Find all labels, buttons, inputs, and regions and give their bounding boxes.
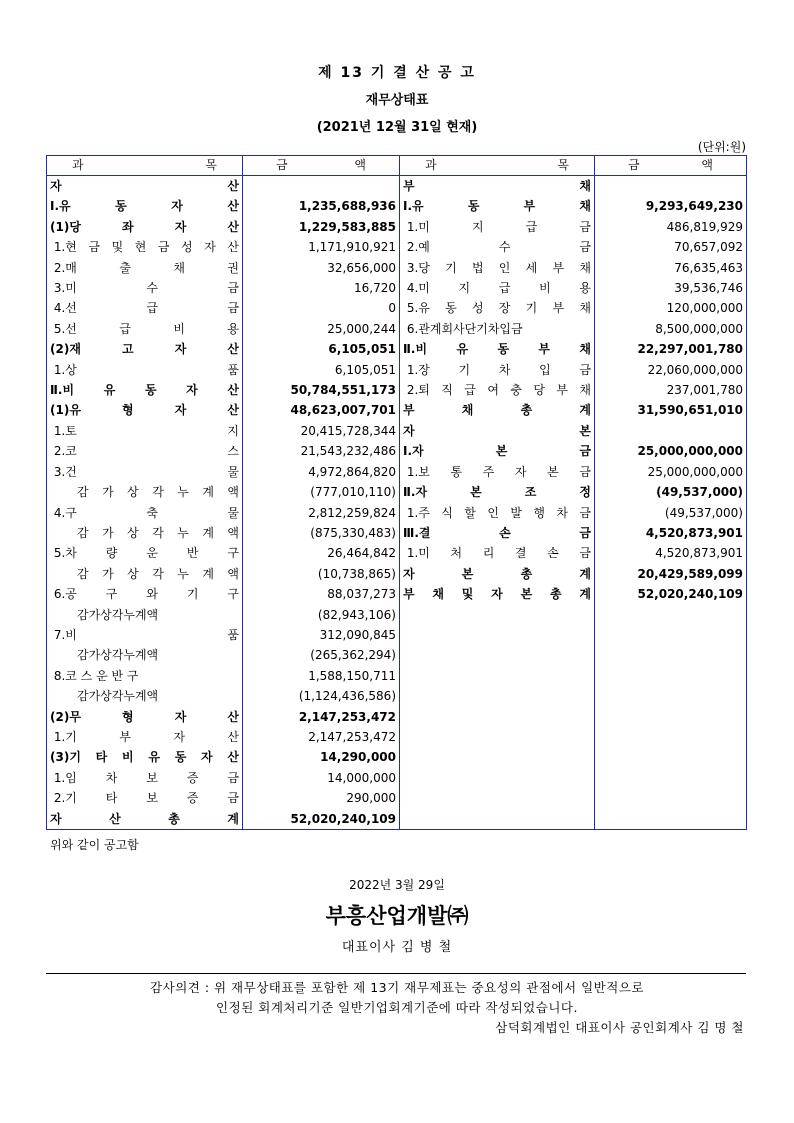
item-number: 1. — [50, 770, 66, 785]
table-row — [47, 564, 747, 584]
item-label: 비 유 동 부 채 — [415, 342, 591, 357]
left-amount-cell: 0 — [243, 298, 400, 318]
item-label: 유 동 자 산 — [59, 199, 239, 214]
right-amount-cell: (49,537,000) — [664, 505, 743, 520]
left-amount-cell: 2,812,259,824 — [243, 503, 400, 523]
item-label: 차 량 운 반 구 — [65, 546, 239, 561]
right-item-cell — [400, 564, 595, 584]
right-amount-cell: 4,520,873,901 — [655, 546, 743, 561]
audit-opinion-line-1: 감사의견 : 위 재무상태표를 포함한 제 13기 재무제표는 중요성의 관점에서 일반적으로 — [150, 980, 644, 995]
item-label: 보 통 주 자 본 금 — [418, 464, 591, 479]
item-label: 비 품 — [65, 627, 239, 642]
right-item-cell — [400, 503, 595, 523]
item-label: 감가상각누계액 — [77, 607, 159, 622]
item-label: 유 동 부 채 — [412, 199, 591, 214]
table-row — [47, 380, 747, 400]
left-item-cell — [47, 768, 243, 788]
item-label: 비 유 동 자 산 — [62, 383, 239, 398]
right-item-cell — [400, 747, 595, 767]
right-item-cell — [400, 462, 595, 482]
item-number: 1. — [403, 546, 419, 561]
left-item-cell — [47, 278, 243, 298]
left-amount-cell: 14,000,000 — [243, 768, 400, 788]
table-row — [47, 400, 747, 420]
item-label: 토 지 — [65, 423, 239, 438]
right-item-cell — [400, 217, 595, 237]
right-item-cell — [400, 237, 595, 257]
item-label: 코 스 — [65, 444, 239, 459]
right-item-cell — [400, 625, 595, 645]
left-item-cell — [47, 564, 243, 584]
item-label: 자 본 총 계 — [403, 566, 591, 581]
right-item-cell — [400, 482, 595, 502]
left-item-cell — [47, 441, 243, 461]
item-label: 결 손 금 — [418, 525, 591, 540]
table-row — [47, 768, 747, 788]
table-row — [47, 809, 747, 830]
item-label: 임 차 보 증 금 — [65, 770, 239, 785]
item-number: 1. — [403, 219, 419, 234]
right-item-cell — [400, 400, 595, 420]
table-row — [47, 707, 747, 727]
left-item-cell — [47, 809, 243, 830]
left-item-cell — [47, 543, 243, 563]
right-item-cell — [400, 645, 595, 665]
item-label: 미 처 리 결 손 금 — [418, 546, 591, 561]
right-item-cell — [400, 196, 595, 216]
table-row — [47, 584, 747, 604]
right-amount-cell — [595, 421, 747, 441]
right-item-cell — [400, 543, 595, 563]
table-row — [47, 196, 747, 216]
item-label: 자 본 조 정 — [415, 485, 591, 500]
right-amount-cell — [595, 707, 747, 727]
item-label: 매 출 채 권 — [65, 260, 239, 275]
left-amount-cell: 48,623,007,701 — [243, 400, 400, 420]
item-number: Ⅰ. — [403, 199, 413, 214]
right-item-cell — [400, 360, 595, 380]
right-item-cell — [400, 176, 595, 197]
left-amount-cell: 1,171,910,921 — [243, 237, 400, 257]
item-label: 미 지 급 금 — [418, 219, 591, 234]
item-label: 주 식 할 인 발 행 차 금 — [418, 505, 591, 520]
left-item-cell — [47, 258, 243, 278]
item-label: 기 부 자 산 — [65, 729, 239, 744]
item-label: 유 형 자 산 — [69, 403, 239, 418]
left-amount-cell: 4,972,864,820 — [243, 462, 400, 482]
right-amount-cell: 25,000,000,000 — [637, 444, 743, 459]
item-label: 구 축 물 — [65, 505, 239, 520]
item-number: 3. — [50, 281, 66, 296]
right-item-cell — [400, 788, 595, 808]
right-amount-cell — [595, 788, 747, 808]
item-number: 5. — [50, 321, 66, 336]
right-amount-cell: 22,060,000,000 — [647, 362, 743, 377]
right-item-cell — [400, 707, 595, 727]
item-number: 5. — [403, 301, 419, 316]
left-item-cell — [47, 237, 243, 257]
item-number: 2. — [50, 444, 66, 459]
right-item-cell — [400, 421, 595, 441]
left-item-cell — [47, 503, 243, 523]
item-number: 3. — [50, 464, 66, 479]
unit-label: (단위:원) — [697, 140, 746, 154]
item-label: 재 고 자 산 — [69, 342, 239, 357]
item-label: 유 동 성 장 기 부 채 — [418, 301, 591, 316]
item-label: 퇴 직 급 여 충 당 부 채 — [418, 383, 591, 398]
right-item-cell — [400, 768, 595, 788]
item-number: (1) — [50, 219, 70, 234]
left-item-cell — [47, 727, 243, 747]
left-amount-cell: (875,330,483) — [243, 523, 400, 543]
item-number: 6. — [50, 587, 66, 602]
notice-title: 제 13 기 결 산 공 고 — [318, 65, 476, 81]
left-amount-cell: (1,124,436,586) — [243, 686, 400, 706]
right-item-cell — [400, 441, 595, 461]
item-number: Ⅲ. — [403, 525, 419, 540]
left-amount-cell: 1,235,688,936 — [243, 196, 400, 216]
right-amount-cell — [595, 727, 747, 747]
item-number: Ⅱ. — [403, 485, 416, 500]
divider — [46, 973, 746, 974]
left-item-cell — [47, 196, 243, 216]
left-amount-cell: 2,147,253,472 — [243, 727, 400, 747]
item-label: 당 좌 자 산 — [69, 219, 239, 234]
left-amount-cell: 52,020,240,109 — [243, 809, 400, 830]
right-item-cell — [400, 686, 595, 706]
right-item-cell — [400, 258, 595, 278]
table-row — [47, 625, 747, 645]
item-label: 미 지 급 비 용 — [418, 281, 591, 296]
company-name: 부흥산업개발㈜ — [325, 904, 469, 928]
item-label: 감가상각누계액 — [77, 648, 159, 663]
left-item-cell — [47, 319, 243, 339]
right-item-cell — [400, 727, 595, 747]
item-number: Ⅰ. — [50, 199, 60, 214]
item-label: 기 타 보 증 금 — [65, 791, 239, 806]
right-amount-cell — [595, 666, 747, 686]
item-label: 상 품 — [65, 362, 239, 377]
table-row — [47, 788, 747, 808]
left-amount-cell: (777,010,110) — [243, 482, 400, 502]
item-number: 4. — [50, 505, 66, 520]
table-row — [47, 217, 747, 237]
left-amount-cell: 6,105,051 — [243, 339, 400, 359]
announcement-date: 2022년 3월 29일 — [349, 878, 445, 892]
table-row — [47, 645, 747, 665]
left-amount-cell: 2,147,253,472 — [243, 707, 400, 727]
table-header-row — [47, 156, 747, 176]
right-amount-cell: 31,590,651,010 — [637, 403, 743, 418]
item-number: 4. — [50, 301, 66, 316]
left-amount-cell: 1,588,150,711 — [243, 666, 400, 686]
right-amount-cell — [595, 176, 747, 197]
left-item-cell — [47, 462, 243, 482]
item-number: 1. — [50, 729, 66, 744]
item-label: 선 급 비 용 — [65, 321, 239, 336]
table-row — [47, 258, 747, 278]
item-label: 미 수 금 — [65, 281, 239, 296]
left-item-cell — [47, 482, 243, 502]
audit-opinion-line-2: 인정된 회계처리기준 일반기업회계기준에 따라 작성되었습니다. — [216, 1000, 578, 1015]
table-row — [47, 482, 747, 502]
ceo-name: 대표이사 김 병 철 — [341, 940, 453, 955]
item-label: 감 가 상 각 누 계 액 — [77, 566, 239, 581]
item-number: 5. — [50, 546, 66, 561]
header-right-amount: 금 액 — [595, 156, 747, 176]
right-amount-cell: 76,635,463 — [674, 260, 743, 275]
left-amount-cell: 32,656,000 — [243, 258, 400, 278]
item-number: 1. — [50, 362, 66, 377]
right-amount-cell — [595, 809, 747, 830]
statement-date: (2021년 12월 31일 현재) — [316, 120, 478, 135]
item-number: 3. — [403, 260, 419, 275]
left-item-cell — [47, 421, 243, 441]
right-amount-cell: 39,536,746 — [674, 281, 743, 296]
statement-title: 재무상태표 — [365, 93, 429, 108]
item-number: 2. — [403, 240, 419, 255]
right-amount-cell: 20,429,589,099 — [637, 566, 743, 581]
left-amount-cell: 88,037,273 — [243, 584, 400, 604]
item-label: 부 채 및 자 본 총 계 — [403, 587, 591, 602]
left-item-cell — [47, 339, 243, 359]
item-number: 1. — [403, 505, 419, 520]
item-number: (1) — [50, 403, 70, 418]
left-item-cell — [47, 584, 243, 604]
right-amount-cell: 8,500,000,000 — [655, 321, 743, 336]
right-amount-cell — [595, 645, 747, 665]
left-item-cell — [47, 380, 243, 400]
item-number: Ⅰ. — [403, 444, 413, 459]
left-item-cell — [47, 625, 243, 645]
item-number: Ⅱ. — [50, 383, 63, 398]
right-amount-cell: 70,657,092 — [674, 240, 743, 255]
right-amount-cell: (49,537,000) — [656, 485, 743, 500]
item-label: 당 기 법 인 세 부 채 — [418, 260, 591, 275]
left-item-cell — [47, 605, 243, 625]
item-label: 기 타 비 유 동 자 산 — [69, 750, 239, 765]
item-number: (2) — [50, 709, 70, 724]
left-amount-cell: 26,464,842 — [243, 543, 400, 563]
right-amount-cell — [595, 686, 747, 706]
item-number: 2. — [50, 260, 66, 275]
left-item-cell — [47, 747, 243, 767]
item-number: (3) — [50, 750, 70, 765]
table-row — [47, 543, 747, 563]
table-row — [47, 462, 747, 482]
table-row — [47, 421, 747, 441]
item-label: 현 금 및 현 금 성 자 산 — [65, 240, 239, 255]
left-item-cell — [47, 217, 243, 237]
item-label: 자 본 금 — [412, 444, 591, 459]
table-row — [47, 237, 747, 257]
balance-sheet-table — [46, 155, 747, 830]
right-item-cell — [400, 809, 595, 830]
item-number: 8. — [50, 668, 66, 683]
table-row — [47, 503, 747, 523]
table-row — [47, 441, 747, 461]
table-row — [47, 605, 747, 625]
right-item-cell — [400, 319, 595, 339]
right-item-cell — [400, 298, 595, 318]
right-amount-cell — [595, 605, 747, 625]
left-amount-cell: (10,738,865) — [243, 564, 400, 584]
right-item-cell — [400, 605, 595, 625]
item-number: Ⅱ. — [403, 342, 416, 357]
table-row — [47, 298, 747, 318]
item-label: 장 기 차 입 금 — [418, 362, 591, 377]
left-amount-cell: 21,543,232,486 — [243, 441, 400, 461]
item-number: 1. — [403, 362, 419, 377]
right-item-cell — [400, 380, 595, 400]
item-label: 자 본 — [403, 423, 591, 438]
left-amount-cell: 16,720 — [243, 278, 400, 298]
auditor-name: 삼덕회계법인 대표이사 공인회계사 김 명 철 — [495, 1020, 744, 1035]
right-amount-cell: 22,297,001,780 — [637, 342, 743, 357]
header-right-item: 과 목 — [400, 156, 595, 176]
left-amount-cell: 25,000,244 — [243, 319, 400, 339]
left-item-cell — [47, 176, 243, 197]
item-number: 1. — [403, 464, 419, 479]
item-label: 관계회사단기차입금 — [418, 321, 523, 336]
right-amount-cell: 237,001,780 — [666, 383, 743, 398]
announcement-note: 위와 같이 공고함 — [50, 838, 139, 852]
item-label: 공 구 와 기 구 — [65, 587, 239, 602]
left-item-cell — [47, 707, 243, 727]
right-amount-cell — [595, 747, 747, 767]
right-item-cell — [400, 584, 595, 604]
right-item-cell — [400, 523, 595, 543]
table-row — [47, 727, 747, 747]
item-label: 감가상각누계액 — [77, 689, 159, 704]
left-item-cell — [47, 360, 243, 380]
right-amount-cell: 9,293,649,230 — [645, 199, 743, 214]
table-row — [47, 339, 747, 359]
table-row — [47, 686, 747, 706]
left-amount-cell: (82,943,106) — [243, 605, 400, 625]
item-label: 부 채 — [403, 179, 591, 193]
item-label: 선 급 금 — [65, 301, 239, 316]
right-amount-cell — [595, 625, 747, 645]
left-amount-cell: 20,415,728,344 — [243, 421, 400, 441]
right-item-cell — [400, 339, 595, 359]
left-item-cell — [47, 298, 243, 318]
left-item-cell — [47, 645, 243, 665]
table-row — [47, 176, 747, 197]
left-amount-cell: 14,290,000 — [243, 747, 400, 767]
left-item-cell — [47, 666, 243, 686]
item-label: 건 물 — [65, 464, 239, 479]
item-number: 1. — [50, 423, 66, 438]
table-row — [47, 319, 747, 339]
left-item-cell — [47, 686, 243, 706]
item-label: 부 채 총 계 — [403, 403, 591, 418]
table-row — [47, 523, 747, 543]
item-number: (2) — [50, 342, 70, 357]
left-amount-cell: 50,784,551,173 — [243, 380, 400, 400]
right-amount-cell — [595, 768, 747, 788]
right-item-cell — [400, 278, 595, 298]
left-item-cell — [47, 788, 243, 808]
left-amount-cell: (265,362,294) — [243, 645, 400, 665]
left-amount-cell: 1,229,583,885 — [243, 217, 400, 237]
item-label: 자 산 총 계 — [50, 811, 239, 826]
item-label: 감 가 상 각 누 계 액 — [77, 485, 239, 500]
item-number: 1. — [50, 240, 66, 255]
item-label: 예 수 금 — [418, 240, 591, 255]
table-row — [47, 278, 747, 298]
item-label: 감 가 상 각 누 계 액 — [77, 525, 239, 540]
left-amount-cell: 6,105,051 — [243, 360, 400, 380]
item-label: 자 산 — [50, 179, 239, 193]
table-row — [47, 666, 747, 686]
left-amount-cell: 312,090,845 — [243, 625, 400, 645]
table-row — [47, 747, 747, 767]
item-label: 무 형 자 산 — [69, 709, 239, 724]
table-row — [47, 360, 747, 380]
header-left-amount: 금 액 — [243, 156, 400, 176]
right-item-cell — [400, 666, 595, 686]
right-amount-cell: 52,020,240,109 — [637, 587, 743, 602]
item-number: 4. — [403, 281, 419, 296]
item-number: 6. — [403, 321, 419, 336]
header-left-item: 과 목 — [47, 156, 243, 176]
left-item-cell — [47, 523, 243, 543]
item-number: 2. — [50, 791, 66, 806]
left-amount-cell — [243, 176, 400, 197]
item-label: 코 스 운 반 구 — [65, 668, 139, 683]
left-amount-cell: 290,000 — [243, 788, 400, 808]
right-amount-cell: 120,000,000 — [666, 301, 743, 316]
right-amount-cell: 25,000,000,000 — [647, 464, 743, 479]
left-item-cell — [47, 400, 243, 420]
item-number: 7. — [50, 627, 66, 642]
right-amount-cell: 486,819,929 — [666, 219, 743, 234]
item-number: 2. — [403, 383, 419, 398]
right-amount-cell: 4,520,873,901 — [645, 525, 743, 540]
